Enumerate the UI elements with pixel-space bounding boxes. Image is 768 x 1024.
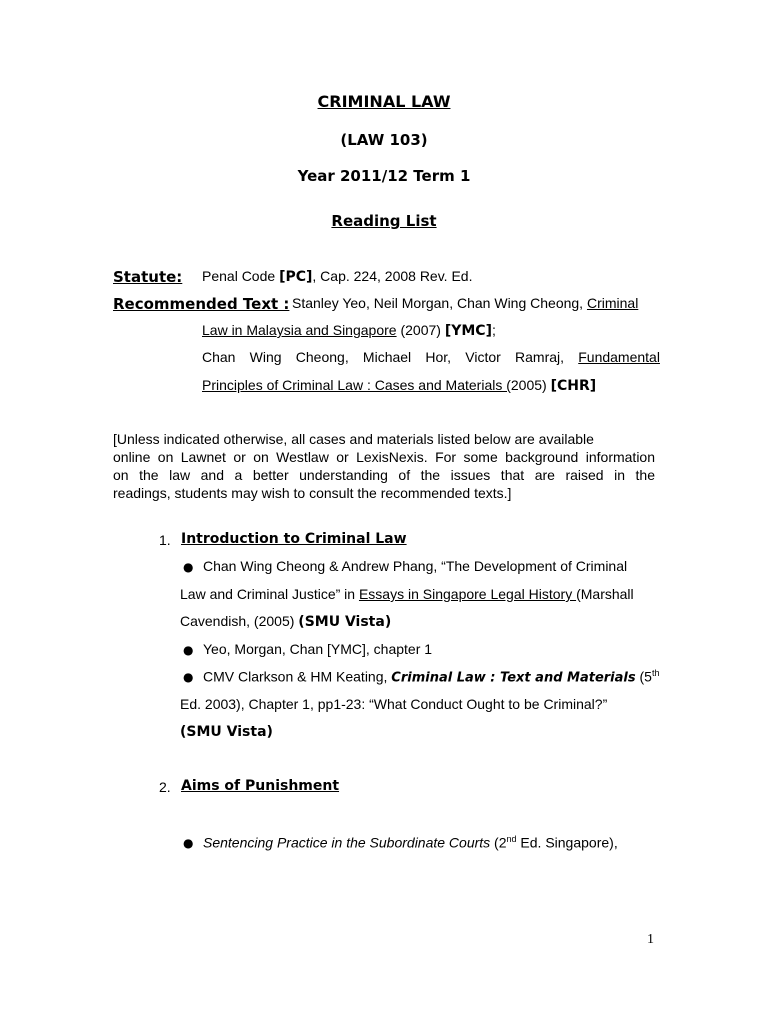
s2-item1-line1: Sentencing Practice in the Subordinate Courts (2nd Ed. Singapore), — [203, 834, 618, 851]
s1-item2-line1: Yeo, Morgan, Chan [YMC], chapter 1 — [203, 641, 433, 657]
recommended-ref2-line2: Principles of Criminal Law : Cases and Materials (2005) [CHR] — [202, 377, 597, 394]
s1-item3-line1: CMV Clarkson & HM Keating, Criminal Law : Text and Materials (5th — [203, 668, 660, 686]
note-line-4: readings, students may wish to consult the recommended texts.] — [113, 485, 512, 501]
section-1-number: 1. — [159, 532, 171, 548]
statute-abbr: [PC] — [279, 269, 313, 285]
statute-label: Statute: — [113, 268, 183, 286]
statute-row — [113, 267, 182, 286]
bullet-icon: ● — [183, 836, 194, 850]
note-line-3: on the law and a better understanding of the issues that are raised in the — [113, 467, 655, 483]
smu-vista-tag: (SMU Vista) — [180, 724, 273, 740]
statute-reference: Penal Code [PC], Cap. 224, 2008 Rev. Ed. — [202, 268, 473, 285]
sentencing-book-title: Sentencing Practice in the Subordinate Courts — [203, 834, 491, 851]
note-line-1: [Unless indicated otherwise, all cases and materials listed below are available — [113, 431, 594, 447]
chr-book-title-cont: Principles of Criminal Law : Cases and Materials ( — [202, 377, 511, 393]
s1-item1-line1: Chan Wing Cheong & Andrew Phang, “The Development of Criminal — [203, 558, 628, 574]
page-number: 1 — [647, 932, 654, 947]
recommended-ref1-line1: Stanley Yeo, Neil Morgan, Chan Wing Cheong, Criminal — [292, 295, 639, 311]
section-1-title: Introduction to Criminal Law — [181, 531, 407, 547]
bullet-icon: ● — [183, 670, 194, 684]
recommended-ref1-line2: Law in Malaysia and Singapore (2007) [YMC]; — [202, 322, 496, 339]
essays-book-title: Essays in Singapore Legal History — [358, 586, 577, 602]
academic-term: Year 2011/12 Term 1 — [297, 167, 471, 185]
recommended-text-label: Recommended Text : — [113, 295, 290, 313]
bullet-icon: ● — [183, 560, 194, 574]
reading-list-heading: Reading List — [331, 212, 437, 230]
ymc-book-title: Criminal — [586, 295, 639, 311]
s1-item3-line2: Ed. 2003), Chapter 1, pp1-23: “What Conduct Ought to be Criminal?” — [180, 696, 608, 712]
section-2-title: Aims of Punishment — [181, 778, 340, 794]
chr-book-title: Fundamental — [578, 349, 660, 365]
s1-item1-line3: Cavendish, (2005) (SMU Vista) — [180, 613, 392, 630]
recommended-ref2-line1: Chan Wing Cheong, Michael Hor, Victor Ramraj, Fundamental — [202, 349, 660, 365]
section-2-number: 2. — [159, 779, 171, 795]
bullet-icon: ● — [183, 643, 194, 657]
chr-abbr: [CHR] — [550, 378, 597, 394]
ymc-book-title-cont: Law in Malaysia and Singapore — [202, 322, 397, 338]
clarkson-book-title: Criminal Law : Text and Materials — [391, 670, 636, 686]
course-code: (LAW 103) — [340, 131, 428, 149]
note-line-2: online on Lawnet or on Westlaw or LexisNexis. For some background information — [113, 449, 655, 465]
s1-item1-line2: Law and Criminal Justice” in Essays in Singapore Legal History (Marshall — [180, 586, 634, 602]
document-title: CRIMINAL LAW — [317, 92, 451, 111]
smu-vista-tag: (SMU Vista) — [298, 614, 392, 630]
ymc-abbr: [YMC] — [444, 323, 492, 339]
